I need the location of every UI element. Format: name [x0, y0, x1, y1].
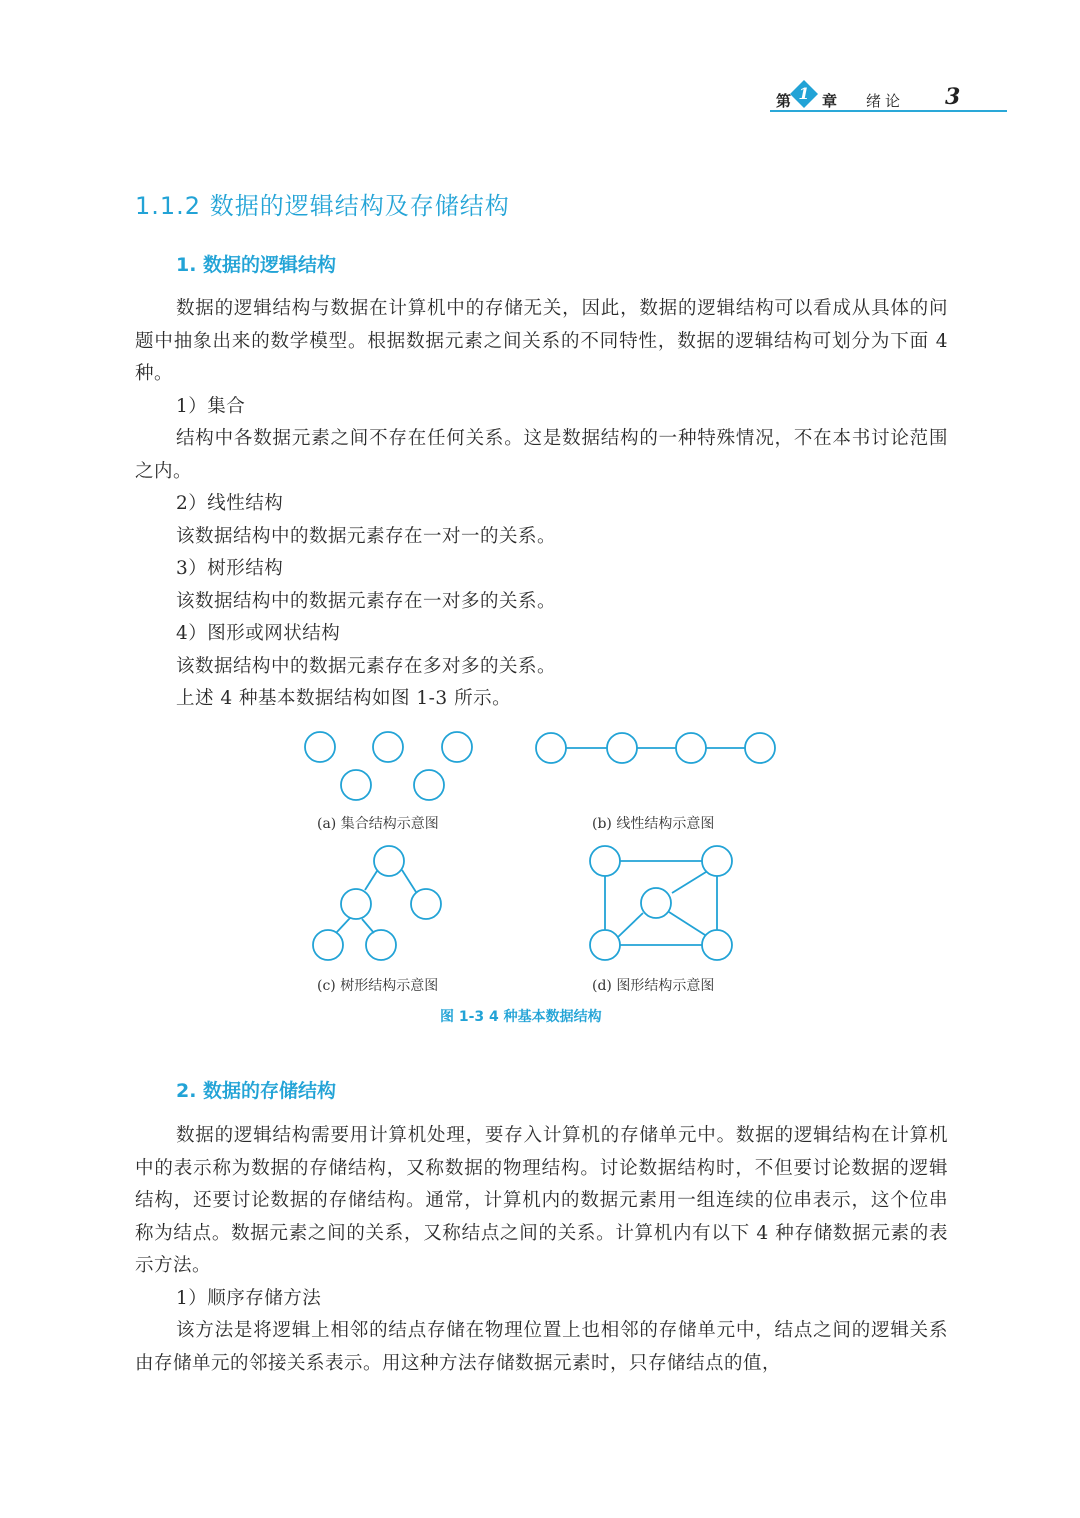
- item-sequential-text: 该方法是将逻辑上相邻的结点存储在物理位置上也相邻的存储单元中，结点之间的逻辑关系由存储单元的邻接关系表示。用这种方法存储数据元素时，只存储结点的值，: [135, 1320, 948, 1374]
- logical-intro-paragraph: 数据的逻辑结构与数据在计算机中的存储无关，因此，数据的逻辑结构可以看成从具体的问题中抽象出来的数学模型。根据数据元素之间关系的不同特性，数据的逻辑结构可划分为下面 4 种。: [135, 298, 948, 384]
- caption-set: (a) 集合结构示意图: [317, 816, 439, 832]
- figure-reference: 上述 4 种基本数据结构如图 1-3 所示。: [176, 688, 512, 709]
- item-linear-label: 2）线性结构: [176, 493, 284, 514]
- diagram-linear: [536, 733, 775, 763]
- item-set-text: 结构中各数据元素之间不存在任何关系。这是数据结构的一种特殊情况，不在本书讨论范围之内。: [135, 428, 948, 482]
- item-graph-label: 4）图形或网状结构: [176, 623, 341, 644]
- diagram-tree: [313, 846, 441, 960]
- subheading-logical-structure: 1. 数据的逻辑结构: [176, 254, 337, 276]
- header-chapter-number: 1: [798, 84, 810, 103]
- item-tree-label: 3）树形结构: [176, 558, 284, 579]
- caption-graph: (d) 图形结构示意图: [592, 978, 715, 994]
- item-graph-text: 该数据结构中的数据元素存在多对多的关系。: [176, 656, 557, 677]
- item-linear-text: 该数据结构中的数据元素存在一对一的关系。: [176, 526, 557, 547]
- caption-tree: (c) 树形结构示意图: [317, 978, 439, 994]
- subheading-storage-structure: 2. 数据的存储结构: [176, 1080, 337, 1102]
- header-chapter-title: 绪论: [866, 92, 905, 110]
- item-tree-text: 该数据结构中的数据元素存在一对多的关系。: [176, 591, 557, 612]
- storage-intro-paragraph: 数据的逻辑结构需要用计算机处理，要存入计算机的存储单元中。数据的逻辑结构在计算机中的表示称为数据的存储结构，又称数据的物理结构。讨论数据结构时，不但要讨论数据的逻辑结构，还要讨论数据的存储结构。通常，计算机内的数据元素用一组连续的位串表示，这个位串称为结点。数据元素之间的关系，又称结点之间的关系。计算机内有以下 4 种存储数据元素的表示方法。: [135, 1125, 948, 1276]
- header-chapter-prefix: 第: [776, 92, 792, 110]
- figure-title: 图 1-3 4 种基本数据结构: [440, 1009, 602, 1025]
- page-number: 3: [945, 84, 961, 110]
- figure-data-structures: [290, 720, 810, 1040]
- item-sequential-label: 1）顺序存储方法: [176, 1288, 322, 1309]
- caption-linear: (b) 线性结构示意图: [592, 816, 715, 832]
- section-title: 1.1.2 数据的逻辑结构及存储结构: [135, 192, 510, 220]
- item-set-label: 1）集合: [176, 396, 246, 417]
- diagram-graph: [590, 846, 732, 960]
- header-chapter-suffix: 章: [822, 92, 838, 110]
- diagram-set: [305, 732, 472, 800]
